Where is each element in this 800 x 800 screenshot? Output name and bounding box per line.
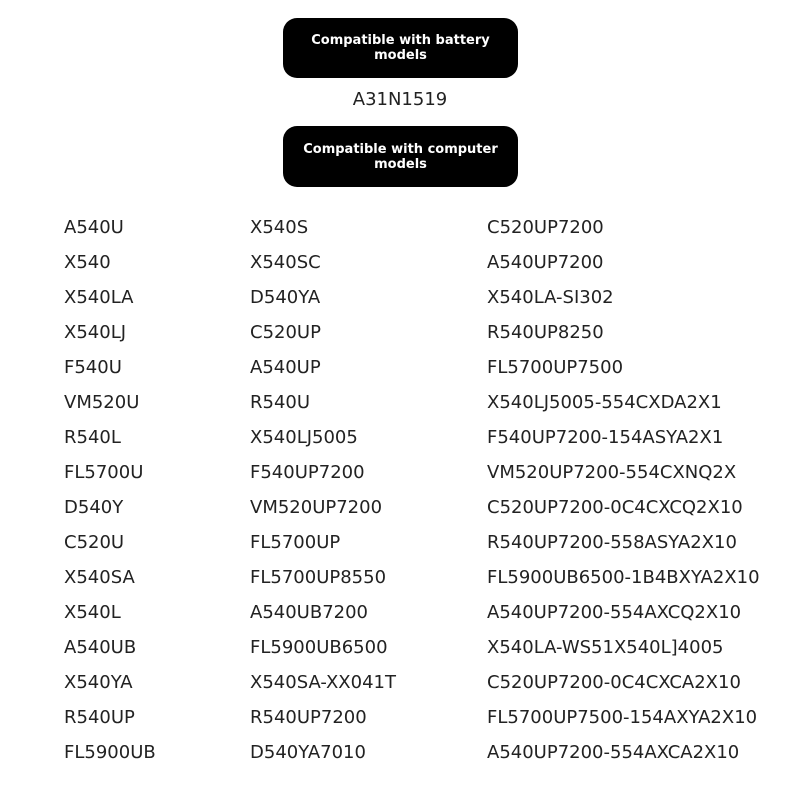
model-item: A540UP7200 — [487, 252, 604, 273]
model-item: X540SA-XX041T — [250, 672, 396, 693]
model-item: FL5900UB — [64, 742, 156, 763]
model-item: X540S — [250, 217, 309, 238]
model-item: VM520UP7200 — [250, 497, 383, 518]
model-item: FL5700UP — [250, 532, 341, 553]
model-item: X540YA — [64, 672, 133, 693]
model-list-column-1 — [64, 210, 156, 770]
computer-models-badge-label: Compatible with computer models — [303, 141, 498, 172]
model-item: FL5700UP7500-154AXYA2X10 — [487, 707, 758, 728]
battery-models-badge — [283, 18, 518, 78]
model-item: X540SC — [250, 252, 321, 273]
model-item: C520UP7200-0C4CXCA2X10 — [487, 672, 741, 693]
model-item: R540UP7200 — [250, 707, 367, 728]
model-item: R540UP8250 — [487, 322, 604, 343]
model-item: C520UP7200 — [487, 217, 604, 238]
model-item: VM520U — [64, 392, 140, 413]
model-item: R540UP7200-558ASYA2X10 — [487, 532, 737, 553]
model-item: C520UP — [250, 322, 321, 343]
model-item: VM520UP7200-554CXNQ2X — [487, 462, 737, 483]
model-item: A540UP — [250, 357, 321, 378]
model-item: FL5700U — [64, 462, 144, 483]
model-item: X540LJ5005 — [250, 427, 358, 448]
model-item: X540LJ — [64, 322, 127, 343]
model-item: R540UP — [64, 707, 135, 728]
model-item: F540UP7200-154ASYA2X1 — [487, 427, 724, 448]
model-item: FL5900UB6500-1B4BXYA2X10 — [487, 567, 760, 588]
model-item: D540Y — [64, 497, 124, 518]
model-item: FL5700UP7500 — [487, 357, 624, 378]
battery-models-badge-label: Compatible with battery models — [311, 33, 490, 63]
model-item: R540U — [250, 392, 311, 413]
model-item: X540LA-WS51X540L]4005 — [487, 637, 724, 658]
model-item: X540SA — [64, 567, 135, 588]
model-item: X540LA — [64, 287, 134, 308]
model-item: C520UP7200-0C4CXCQ2X10 — [487, 497, 743, 518]
model-item: F540UP7200 — [250, 462, 365, 483]
model-item: F540U — [64, 357, 122, 378]
model-list-column-3 — [487, 210, 760, 770]
model-item: X540 — [64, 252, 111, 273]
computer-models-badge — [283, 126, 518, 187]
model-item: A540UP7200-554AXCA2X10 — [487, 742, 740, 763]
model-item: A540UB — [64, 637, 137, 658]
model-item: A540UP7200-554AXCQ2X10 — [487, 602, 742, 623]
model-item: A540UB7200 — [250, 602, 369, 623]
model-item: R540L — [64, 427, 121, 448]
model-item: D540YA — [250, 287, 321, 308]
model-item: A540U — [64, 217, 124, 238]
model-item: X540L — [64, 602, 121, 623]
model-item: X540LJ5005-554CXDA2X1 — [487, 392, 722, 413]
model-item: FL5700UP8550 — [250, 567, 387, 588]
model-item: X540LA-SI302 — [487, 287, 614, 308]
battery-model-number: A31N1519 — [352, 89, 448, 110]
model-item: C520U — [64, 532, 125, 553]
model-list-column-2 — [250, 210, 396, 770]
model-item: D540YA7010 — [250, 742, 366, 763]
model-item: FL5900UB6500 — [250, 637, 388, 658]
